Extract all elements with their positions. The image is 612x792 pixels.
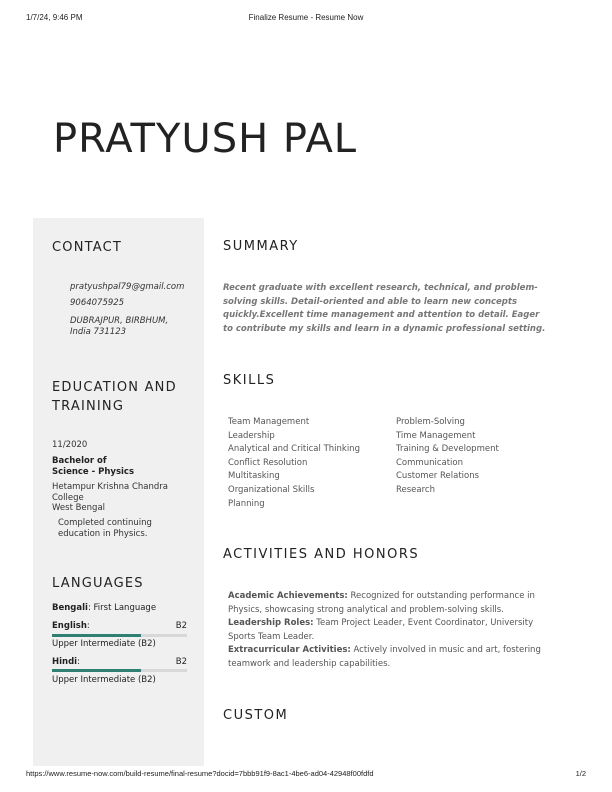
education-note-line1: Completed continuing <box>58 518 152 528</box>
language-hindi-name: Hindi <box>52 657 78 667</box>
print-page-title: Finalize Resume - Resume Now <box>248 13 364 22</box>
language-first-name: Bengali <box>52 603 88 613</box>
skill-item: Time Management <box>396 430 476 441</box>
activity-academic-label: Academic Achievements: <box>228 591 348 601</box>
activity-extra-line2: teamwork and leadership capabilities. <box>228 658 391 669</box>
language-english-bar <box>52 634 187 637</box>
skills-heading: SKILLS <box>223 373 276 388</box>
summary-line: to contribute my skills and learn in a dynamic professional setting. <box>223 323 546 334</box>
skill-item: Problem-Solving <box>396 417 465 427</box>
language-english-colon: : <box>86 621 90 631</box>
education-degree-line1: Bachelor of <box>52 456 107 466</box>
language-english-description: Upper Intermediate (B2) <box>52 639 156 649</box>
activity-leadership <box>228 617 548 644</box>
language-hindi-level: B2 <box>175 657 187 667</box>
skill-item: Leadership <box>228 430 275 441</box>
language-english-level: B2 <box>175 621 187 631</box>
skill-item: Team Management <box>228 417 310 427</box>
education-school <box>52 482 192 514</box>
skills-list-left <box>228 416 393 511</box>
languages-heading: LANGUAGES <box>52 576 144 591</box>
print-header <box>0 13 612 25</box>
education-location: West Bengal <box>52 503 106 513</box>
skill-item: Planning <box>228 498 265 509</box>
education-degree <box>52 456 192 477</box>
print-url: https://www.resume-now.com/build-resume/final-resume?docid=7bbb91f9-8ac1-4be6-ad04-42948f00fdfd <box>26 769 374 778</box>
language-first-suffix: : First Language <box>87 603 157 613</box>
skill-item: Communication <box>396 457 463 468</box>
activity-extra-label: Extracurricular Activities: <box>228 645 351 656</box>
language-first <box>52 603 187 613</box>
skill-item: Customer Relations <box>396 471 480 482</box>
language-english-bar-fill <box>52 634 141 637</box>
skill-item: Training & Development <box>396 444 499 455</box>
education-school-line1: Hetampur Krishna Chandra <box>52 482 168 492</box>
contact-address <box>70 316 195 338</box>
print-footer <box>0 769 612 781</box>
language-hindi-colon: : <box>77 657 80 667</box>
skill-item: Research <box>396 484 435 495</box>
activity-academic-line1: Recognized for outstanding performance in <box>347 591 535 601</box>
summary-heading: SUMMARY <box>223 239 299 254</box>
language-english-name: English <box>52 621 87 631</box>
activity-extra-line1: Actively involved in music and art, fostering <box>350 645 541 656</box>
contact-email: pratyushpal79@gmail.com <box>70 282 185 292</box>
activity-extracurricular <box>228 644 548 671</box>
language-hindi <box>52 657 187 667</box>
resume-name: PRATYUSH PAL <box>53 116 358 162</box>
language-hindi-bar <box>52 669 187 672</box>
skill-item: Conflict Resolution <box>228 457 308 468</box>
skill-item: Analytical and Critical Thinking <box>228 444 360 455</box>
language-hindi-bar-fill <box>52 669 141 672</box>
education-date: 11/2020 <box>52 440 88 450</box>
skill-item: Organizational Skills <box>228 484 315 495</box>
contact-address-line2: India 731123 <box>70 327 127 337</box>
print-page-number: 1/2 <box>575 769 586 778</box>
education-heading-line2: TRAINING <box>52 399 125 414</box>
contact-phone: 9064075925 <box>70 298 125 308</box>
contact-address-line1: DUBRAJPUR, BIRBHUM, <box>70 316 169 326</box>
education-heading <box>52 378 177 416</box>
activity-leadership-line1: Team Project Leader, Event Coordinator, University <box>313 618 534 629</box>
language-english <box>52 621 187 631</box>
activities-heading: ACTIVITIES AND HONORS <box>223 547 420 562</box>
education-note-line2: education in Physics. <box>58 528 148 539</box>
print-datetime: 1/7/24, 9:46 PM <box>26 13 83 22</box>
education-heading-line1: EDUCATION AND <box>52 380 177 395</box>
summary-line: quickly.Excellent time management and attention to detail. Eager <box>223 310 540 321</box>
summary-line: solving skills. Detail-oriented and able to learn new concepts <box>223 296 518 307</box>
custom-heading: CUSTOM <box>223 708 289 723</box>
summary-line: Recent graduate with excellent research, technical, and problem- <box>223 283 538 293</box>
activity-leadership-label: Leadership Roles: <box>228 618 314 629</box>
education-degree-line2: Science - Physics <box>52 466 135 477</box>
summary-text <box>223 282 548 336</box>
activity-academic <box>228 590 548 617</box>
skills-list-right <box>396 416 546 498</box>
language-hindi-description: Upper Intermediate (B2) <box>52 675 156 685</box>
education-note <box>58 518 198 539</box>
contact-heading: CONTACT <box>52 240 123 255</box>
education-school-line2: College <box>52 492 84 503</box>
activities-text <box>228 590 548 672</box>
activity-leadership-line2: Sports Team Leader. <box>228 631 315 642</box>
skill-item: Multitasking <box>228 471 280 482</box>
activity-academic-line2: Physics, showcasing strong analytical and problem-solving skills. <box>228 604 504 615</box>
